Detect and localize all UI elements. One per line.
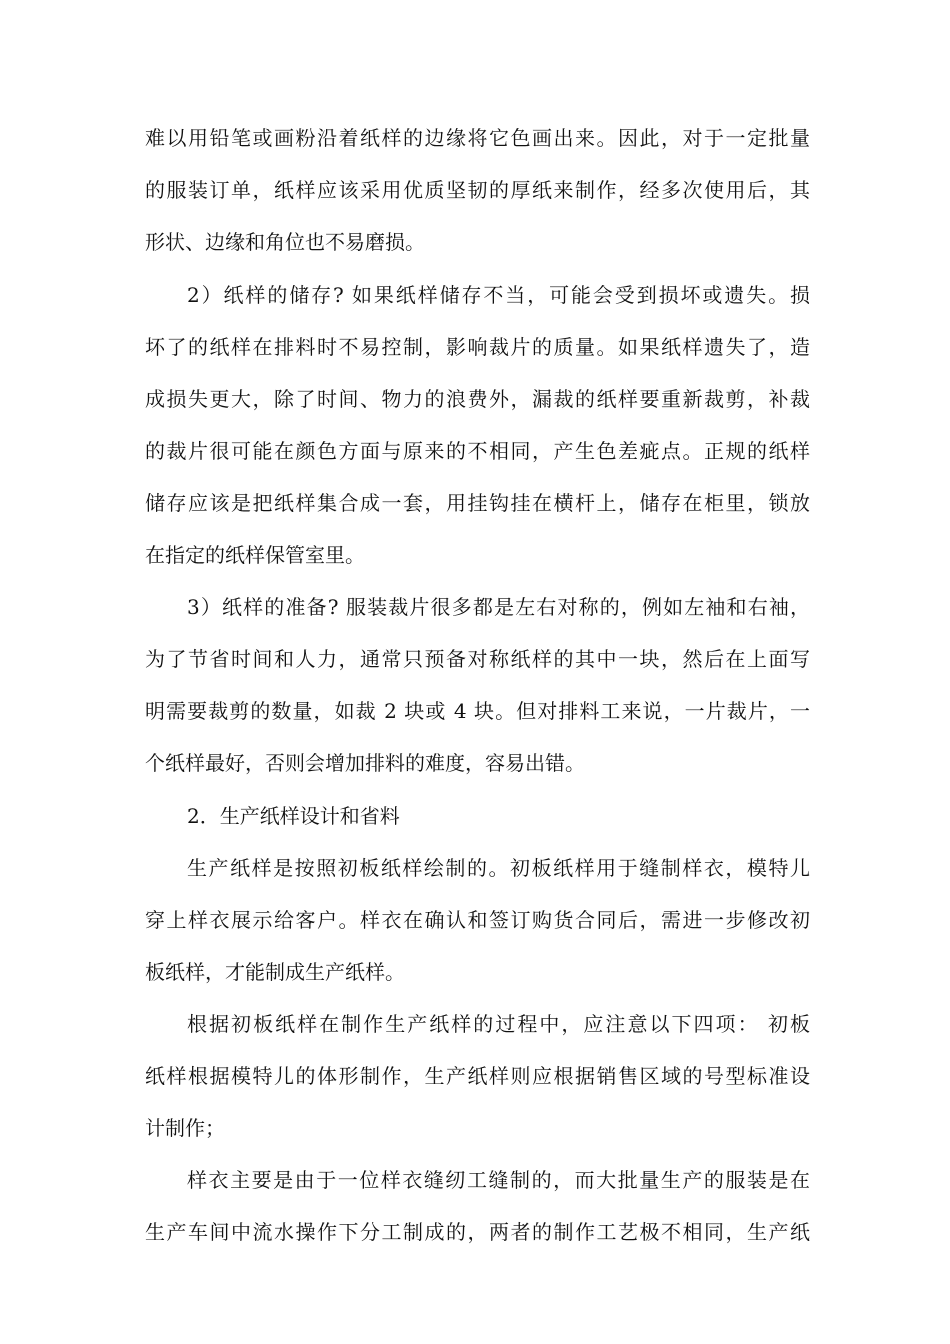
text-line: 为了节省时间和人力，通常只预备对称纸样的其中一块，然后在上面写 (145, 647, 810, 671)
text-line: 计制作； (145, 1116, 225, 1140)
text-line: 的服装订单，纸样应该采用优质坚韧的厚纸来制作，经多次使用后，其 (145, 178, 810, 202)
text-line: 储存应该是把纸样集合成一套，用挂钩挂在横杆上，储存在柜里，锁放 (145, 491, 810, 515)
text-line: 个纸样最好，否则会增加排料的难度，容易出错。 (145, 751, 585, 775)
text-line: 形状、边缘和角位也不易磨损。 (145, 230, 425, 254)
section-heading: 2．生产纸样设计和省料 (187, 804, 400, 828)
text-line: 3）纸样的准备? 服装裁片很多都是左右对称的，例如左袖和右袖， (187, 595, 810, 619)
text-line: 样衣主要是由于一位样衣缝纫工缝制的，而大批量生产的服装是在 (187, 1168, 810, 1192)
text-line: 坏了的纸样在排料时不易控制，影响裁片的质量。如果纸样遗失了，造 (145, 335, 810, 359)
text-line: 根据初板纸样在制作生产纸样的过程中，应注意以下四项： 初板 (187, 1012, 810, 1036)
text-line: 明需要裁剪的数量，如裁 2 块或 4 块。但对排料工来说，一片裁片，一 (145, 699, 810, 723)
text-line: 穿上样衣展示给客户。样衣在确认和签订购货合同后，需进一步修改初 (145, 908, 810, 932)
text-line: 在指定的纸样保管室里。 (145, 543, 365, 567)
text-line: 难以用铅笔或画粉沿着纸样的边缘将它色画出来。因此，对于一定批量 (145, 126, 810, 150)
text-line: 板纸样，才能制成生产纸样。 (145, 960, 405, 984)
text-line: 纸样根据模特儿的体形制作，生产纸样则应根据销售区域的号型标准设 (145, 1064, 810, 1088)
text-line: 生产纸样是按照初板纸样绘制的。初板纸样用于缝制样衣，模特儿 (187, 856, 810, 880)
text-line: 生产车间中流水操作下分工制成的，两者的制作工艺极不相同，生产纸 (145, 1220, 810, 1244)
text-line: 成损失更大，除了时间、物力的浪费外，漏裁的纸样要重新裁剪，补裁 (145, 387, 810, 411)
text-line: 的裁片很可能在颜色方面与原来的不相同，产生色差疵点。正规的纸样 (145, 439, 810, 463)
text-line: 2）纸样的储存? 如果纸样储存不当，可能会受到损坏或遗失。损 (187, 283, 810, 307)
